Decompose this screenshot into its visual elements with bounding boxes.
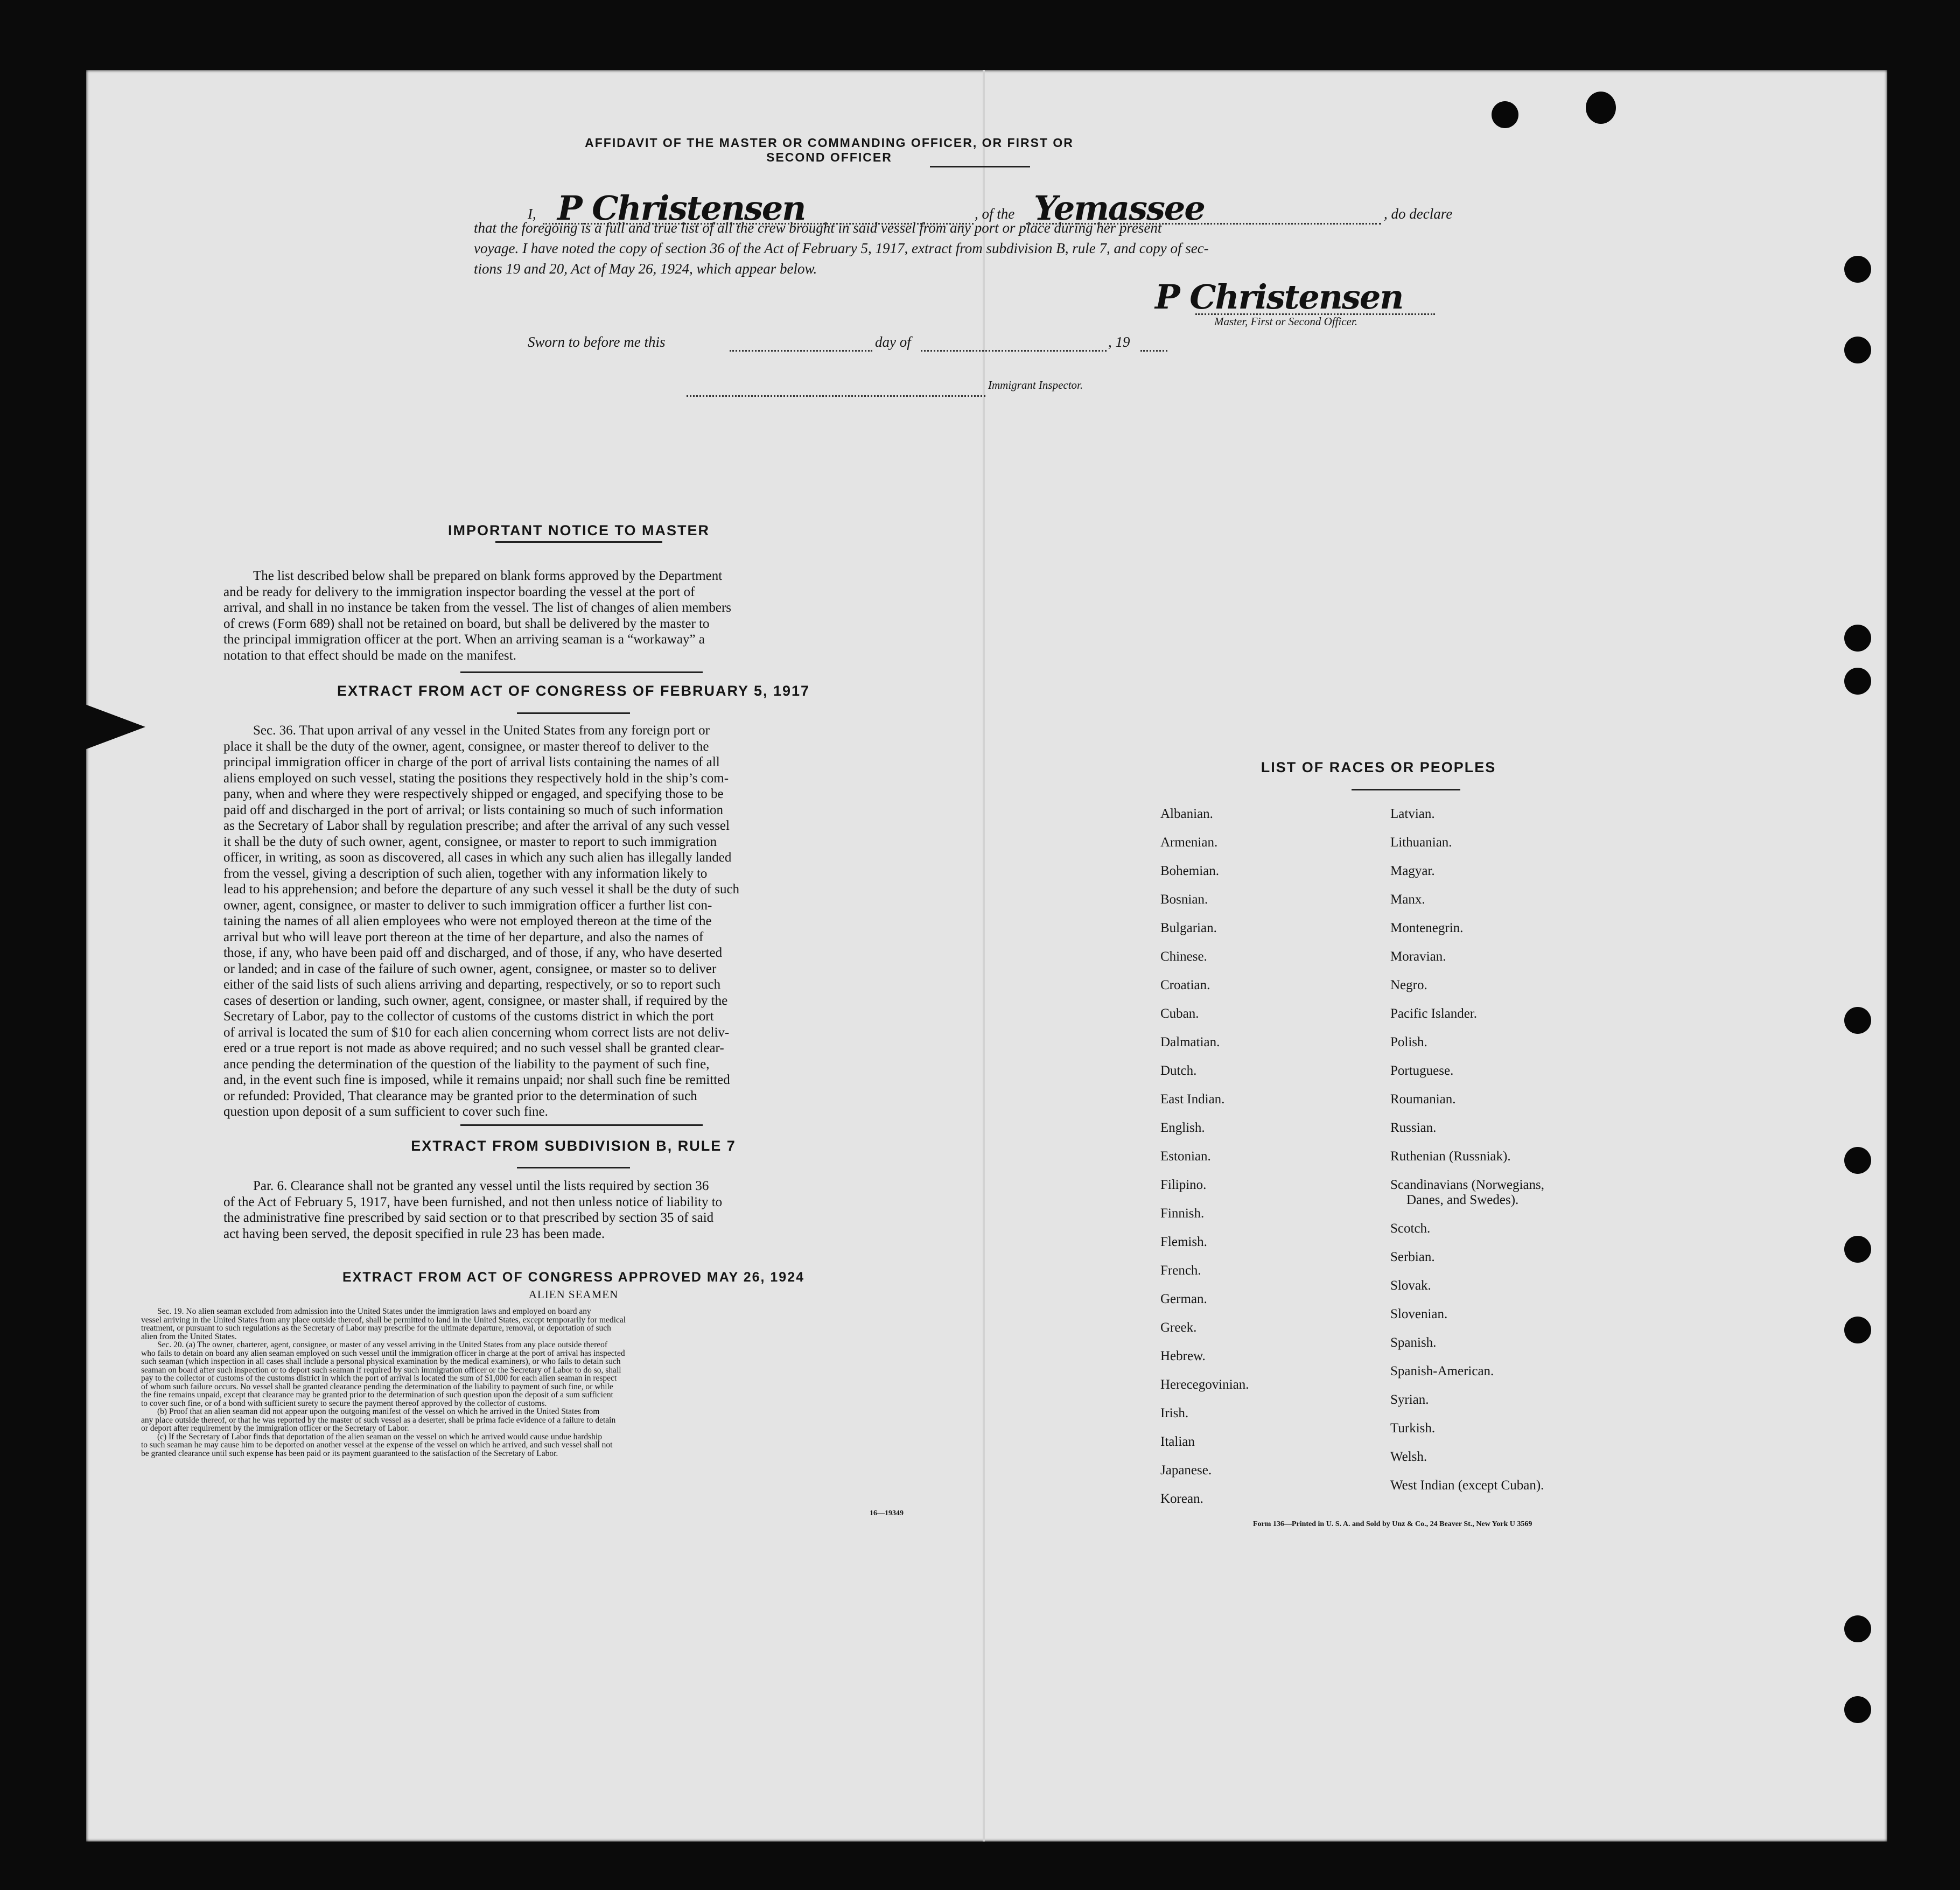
punch-hole bbox=[1492, 101, 1518, 128]
notice-line: and be ready for delivery to the immigration inspector boarding the vessel at the port of bbox=[223, 584, 695, 599]
declaration-text-4: tions 19 and 20, Act of May 26, 1924, which appear below. bbox=[474, 261, 817, 277]
signature-caption: Master, First or Second Officer. bbox=[1214, 315, 1357, 328]
race-item: Hebrew. bbox=[1160, 1349, 1206, 1363]
race-item: Herecegovinian. bbox=[1160, 1377, 1249, 1392]
race-item: Dalmatian. bbox=[1160, 1035, 1220, 1049]
act1917-line: arrival but who will leave port thereon at the time of her departure, and also the names of bbox=[223, 929, 704, 944]
race-item: Ruthenian (Russniak). bbox=[1390, 1149, 1511, 1164]
notice-body bbox=[223, 568, 918, 663]
punch-hole bbox=[1844, 1236, 1871, 1263]
race-item: Irish. bbox=[1160, 1406, 1189, 1420]
act1917-line: owner, agent, consignee, or master to deliver to such immigration officer a further list con- bbox=[223, 898, 712, 913]
do-declare-label: , do declare bbox=[1384, 206, 1453, 222]
race-item: Danes, and Swedes). bbox=[1406, 1193, 1519, 1207]
act1917-line: Sec. 36. That upon arrival of any vessel in the United States from any foreign port or bbox=[253, 723, 710, 738]
race-item: French. bbox=[1160, 1263, 1201, 1278]
race-item: Flemish. bbox=[1160, 1235, 1207, 1249]
year-line bbox=[1140, 336, 1167, 352]
act1917-line: or refunded: Provided, That clearance may be granted prior to the determination of such bbox=[223, 1088, 697, 1103]
race-item: Scandinavians (Norwegians, bbox=[1390, 1178, 1545, 1192]
act1917-line: Secretary of Labor, pay to the collector of customs of the customs district in which the port bbox=[223, 1009, 714, 1024]
act1917-line: lead to his apprehension; and before the departure of any such vessel it shall be the duty of such bbox=[223, 882, 740, 897]
race-item: Dutch. bbox=[1160, 1063, 1197, 1078]
act1917-line: question upon deposit of a sum sufficient to cover such fine. bbox=[223, 1104, 548, 1119]
notice-separator bbox=[460, 671, 703, 673]
race-item: Spanish. bbox=[1390, 1335, 1437, 1350]
i-label: I, bbox=[528, 206, 536, 222]
act1924-subtitle: ALIEN SEAMEN bbox=[528, 1288, 619, 1301]
day-of-label: day of bbox=[875, 334, 911, 350]
race-item: Negro. bbox=[1390, 978, 1427, 992]
races-rule bbox=[1352, 789, 1460, 790]
punch-hole bbox=[1844, 1696, 1871, 1723]
race-item: Pacific Islander. bbox=[1390, 1006, 1478, 1021]
act1917-line: pany, when and where they were respectively shipped or engaged, and specifying those to be bbox=[223, 787, 724, 801]
race-item: Bosnian. bbox=[1160, 892, 1208, 907]
race-item: Scotch. bbox=[1390, 1221, 1431, 1236]
race-item: Greek. bbox=[1160, 1320, 1197, 1335]
race-item: Spanish-American. bbox=[1390, 1364, 1494, 1378]
act1917-rule bbox=[517, 712, 630, 714]
act1917-separator bbox=[460, 1124, 703, 1126]
race-item: Cuban. bbox=[1160, 1006, 1199, 1021]
notice-rule bbox=[495, 541, 662, 543]
race-item: Montenegrin. bbox=[1390, 921, 1464, 935]
act1917-line: and, in the event such fine is imposed, while it remains unpaid; nor shall such fine be remitted bbox=[223, 1073, 730, 1087]
act1924-line: (c) If the Secretary of Labor finds that deportation of the alien seaman on the vessel on which he arrived would cause undue hardship bbox=[157, 1432, 602, 1441]
act1917-title: EXTRACT FROM ACT OF CONGRESS OF FEBRUARY 5, 1917 bbox=[337, 683, 810, 699]
notice-line: The list described below shall be prepared on blank forms approved by the Department bbox=[253, 569, 723, 583]
signer-handwriting: P Christensen bbox=[557, 188, 806, 228]
race-item: West Indian (except Cuban). bbox=[1390, 1478, 1544, 1493]
act1917-line: place it shall be the duty of the owner, agent, consignee, or master thereof to deliver to the bbox=[223, 739, 709, 754]
torn-edge bbox=[81, 703, 145, 751]
race-item: Estonian. bbox=[1160, 1149, 1211, 1164]
race-item: Lithuanian. bbox=[1390, 835, 1452, 850]
act1924-line: Sec. 19. No alien seaman excluded from admission into the United States under the immigration laws and employed on board any bbox=[157, 1307, 591, 1316]
race-item: Russian. bbox=[1390, 1121, 1437, 1135]
race-item: Latvian. bbox=[1390, 807, 1435, 821]
race-item: Slovak. bbox=[1390, 1278, 1431, 1293]
race-item: East Indian. bbox=[1160, 1092, 1225, 1107]
race-item: German. bbox=[1160, 1292, 1207, 1306]
act1917-line: of arrival is located the sum of $10 for each alien concerning whom correct lists are not deliv- bbox=[223, 1025, 730, 1040]
race-item: Portuguese. bbox=[1390, 1063, 1454, 1078]
act1917-line: either of the said lists of such aliens arriving and departing, respectively, or so to report such bbox=[223, 977, 721, 992]
race-item: Serbian. bbox=[1390, 1250, 1435, 1264]
act1924-line: seaman on board after such inspection or to deport such seaman if required by such immigration officer or the Secretary of Labor to do so, shall bbox=[141, 1365, 621, 1375]
race-item: Albanian. bbox=[1160, 807, 1213, 821]
race-item: English. bbox=[1160, 1121, 1205, 1135]
punch-hole bbox=[1844, 1615, 1871, 1642]
act1917-line: ance pending the determination of the question of the liability to the payment of such fine, bbox=[223, 1056, 710, 1072]
act1917-body bbox=[223, 723, 918, 1120]
race-item: Italian bbox=[1160, 1434, 1195, 1449]
race-item: Polish. bbox=[1390, 1035, 1427, 1049]
act1924-line: be granted clearance until such expense has been paid or its payment guaranteed to the satisfaction of the Secretary of Labor. bbox=[141, 1448, 558, 1458]
sworn-label: Sworn to before me this bbox=[528, 334, 666, 350]
act1917-line: those, if any, who have been paid off and discharged, and of those, if any, who have deserted bbox=[223, 946, 723, 960]
month-line bbox=[921, 336, 1107, 352]
race-item: Moravian. bbox=[1390, 949, 1446, 964]
act1924-line: any place outside thereof, or that he was reported by the master of such vessel as a deserter, shall be prima facie evidence of a failure to detain bbox=[141, 1415, 616, 1425]
act1917-line: or landed; and in case of the failure of such owner, agent, consignee, or master so to deliver bbox=[223, 961, 717, 976]
act1917-line: it shall be the duty of such owner, agent, consignee, or master to report to such immigration bbox=[223, 834, 717, 849]
act1924-line: to such seaman he may cause him to be deported on another vessel at the expense of the vessel on which he arrived, and such vessel shall not bbox=[141, 1440, 613, 1450]
of-the-label: , of the bbox=[975, 206, 1015, 222]
act1917-line: paid off and discharged in the port of arrival; or lists containing so much of such information bbox=[223, 802, 724, 817]
punch-hole bbox=[1844, 625, 1871, 652]
race-item: Slovenian. bbox=[1390, 1307, 1448, 1321]
race-item: Armenian. bbox=[1160, 835, 1218, 850]
notice-line: of crews (Form 689) shall not be retained on board, but shall be delivered by the master to bbox=[223, 616, 710, 631]
race-item: Finnish. bbox=[1160, 1206, 1205, 1221]
race-item: Magyar. bbox=[1390, 864, 1435, 878]
act1924-line: Sec. 20. (a) The owner, charterer, agent, consignee, or master of any vessel arriving in the United States from any place outside thereof bbox=[157, 1340, 608, 1349]
day-line bbox=[730, 336, 872, 352]
act1917-line: ered or a true report is not made as above required; and no such vessel shall be granted clear- bbox=[223, 1041, 724, 1055]
act1917-line: from the vessel, giving a description of such alien, together with any information likely to bbox=[223, 866, 708, 881]
races-left-column bbox=[1160, 807, 1376, 1520]
rule7-line: of the Act of February 5, 1917, have been furnished, and not then unless notice of liability to bbox=[223, 1194, 723, 1209]
act1917-line: aliens employed on such vessel, stating the positions they respectively hold in the ship’s com- bbox=[223, 771, 729, 786]
form-printer-line: Form 136—Printed in U. S. A. and Sold by Unz & Co., 24 Beaver St., New York U 3569 bbox=[1253, 1520, 1532, 1528]
notice-line: notation to that effect should be made on the manifest. bbox=[223, 648, 516, 663]
affidavit-title: AFFIDAVIT OF THE MASTER OR COMMANDING OFFICER, OR FIRST OR SECOND OFFICER bbox=[585, 136, 1074, 164]
punch-hole bbox=[1586, 92, 1616, 124]
notice-line: the principal immigration officer at the port. When an arriving seaman is a “workaway” a bbox=[223, 632, 705, 647]
vessel-handwriting: Yemassee bbox=[1034, 188, 1205, 228]
rule7-body bbox=[223, 1178, 918, 1242]
punch-hole bbox=[1844, 1007, 1871, 1034]
punch-hole bbox=[1844, 1317, 1871, 1343]
act1924-line: vessel arriving in the United States from any place outside thereof, shall be permitted to land in the United States, except temporarily for medical bbox=[141, 1315, 626, 1325]
act1917-line: taining the names of all alien employees who were not employed thereon at the time of the bbox=[223, 914, 712, 928]
act1924-line: pay to the collector of customs of the customs district in which the port of arrival is located the sum of $1,000 for each alien seaman in respect bbox=[141, 1374, 617, 1383]
race-item: Croatian. bbox=[1160, 978, 1210, 992]
rule7-line: Par. 6. Clearance shall not be granted any vessel until the lists required by section 36 bbox=[253, 1179, 709, 1193]
punch-hole bbox=[1844, 337, 1871, 363]
act1924-line: alien from the United States. bbox=[141, 1332, 237, 1341]
race-item: Roumanian. bbox=[1390, 1092, 1456, 1107]
form-code: 16—19349 bbox=[870, 1509, 904, 1517]
year-label: , 19 bbox=[1108, 334, 1130, 350]
act1917-line: cases of desertion or landing, such owner, agent, consignee, or master shall, if required by the bbox=[223, 993, 728, 1008]
signature-line bbox=[1195, 299, 1435, 315]
act1924-line: or deport after requirement by the immigration officer or the Secretary of Labor. bbox=[141, 1424, 409, 1433]
act1924-line: to cover such fine, or of a bond with sufficient surety to secure the payment thereof approved by the collector of customs. bbox=[141, 1398, 547, 1408]
rule7-title: EXTRACT FROM SUBDIVISION B, RULE 7 bbox=[411, 1138, 736, 1154]
sworn-line bbox=[528, 334, 1282, 355]
act1917-line: as the Secretary of Labor shall by regulation prescribe; and after the arrival of any such vessel bbox=[223, 818, 730, 833]
act1917-line: officer, in writing, as soon as discovered, all cases in which any such alien has illegally landed bbox=[223, 850, 732, 865]
act1924-line: (b) Proof that an alien seaman did not appear upon the outgoing manifest of the vessel on which he arrived in the United States from bbox=[157, 1407, 600, 1416]
act1924-title: EXTRACT FROM ACT OF CONGRESS APPROVED MAY 26, 1924 bbox=[342, 1270, 805, 1285]
act1924-line: such seaman (which inspection in all cases shall include a personal physical examination by the medical examiners), or who fails to detain such bbox=[141, 1357, 621, 1366]
race-item: Syrian. bbox=[1390, 1392, 1429, 1407]
manifest-sheet bbox=[86, 70, 1887, 1842]
race-item: Chinese. bbox=[1160, 949, 1207, 964]
races-title: LIST OF RACES OR PEOPLES bbox=[1261, 759, 1496, 775]
rule7-line: act having been served, the deposit specified in rule 23 has been made. bbox=[223, 1226, 605, 1241]
rule7-line: the administrative fine prescribed by said section or to that prescribed by section 35 of said bbox=[223, 1210, 714, 1225]
act1924-line: treatment, or pursuant to such regulations as the Secretary of Labor may prescribe for the ultimate departure, removal, or deportation of such bbox=[141, 1324, 611, 1333]
race-item: Welsh. bbox=[1390, 1450, 1427, 1464]
race-item: Filipino. bbox=[1160, 1178, 1207, 1192]
notice-line: arrival, and shall in no instance be taken from the vessel. The list of changes of alien members bbox=[223, 600, 731, 615]
declaration-text-3: voyage. I have noted the copy of section 36 of the Act of February 5, 1917, extract from subdivision B, rule 7, and copy of sec- bbox=[474, 240, 1209, 256]
declaration-text-2: that the foregoing is a full and true list of all the crew brought in said vessel from any port or place during her present bbox=[474, 220, 1162, 236]
inspector-line bbox=[687, 381, 985, 397]
master-signature: P Christensen bbox=[1155, 277, 1403, 317]
race-item: Japanese. bbox=[1160, 1463, 1212, 1478]
race-item: Bohemian. bbox=[1160, 864, 1220, 878]
punch-hole bbox=[1844, 668, 1871, 695]
race-item: Manx. bbox=[1390, 892, 1425, 907]
punch-hole bbox=[1844, 256, 1871, 283]
races-right-column bbox=[1390, 807, 1660, 1507]
inspector-caption: Immigrant Inspector. bbox=[988, 379, 1083, 391]
act1917-line: principal immigration officer in charge of the port of arrival lists containing the names of all bbox=[223, 755, 720, 769]
punch-hole bbox=[1844, 1147, 1871, 1174]
act1924-line: the fine remains unpaid, except that clearance may be granted prior to the determination of such question upon the deposit of a sum sufficient bbox=[141, 1390, 613, 1399]
race-item: Bulgarian. bbox=[1160, 921, 1217, 935]
title-rule bbox=[930, 166, 1030, 167]
race-item: Turkish. bbox=[1390, 1421, 1436, 1436]
act1924-body bbox=[141, 1307, 1003, 1458]
notice-title: IMPORTANT NOTICE TO MASTER bbox=[448, 522, 710, 538]
act1924-line: who fails to detain on board any alien seaman employed on such vessel until the immigration officer in charge at the port of arrival has inspected bbox=[141, 1348, 625, 1358]
rule7-rule bbox=[517, 1167, 630, 1168]
act1924-line: of whom such failure occurs. No vessel shall be granted clearance pending the determination of the liability to payment of such fine, or while bbox=[141, 1382, 613, 1391]
race-item: Korean. bbox=[1160, 1492, 1203, 1506]
